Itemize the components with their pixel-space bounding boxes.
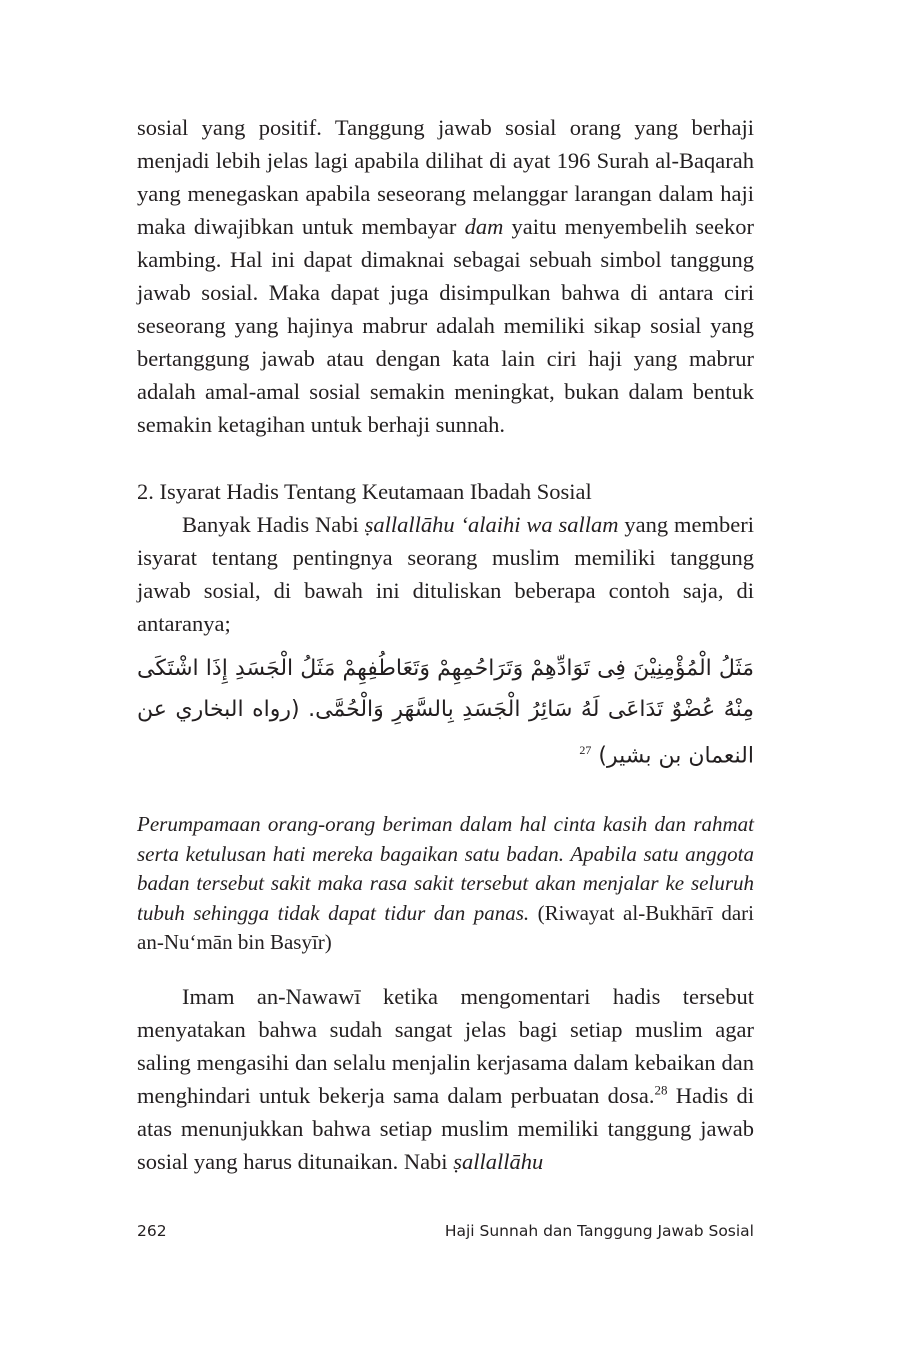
section-heading: 2. Isyarat Hadis Tentang Keutamaan Ibadah Sosial — [137, 479, 592, 504]
paragraph-hadith-intro — [137, 508, 754, 640]
italic-salutation: ṣallallāhu ‘alaihi wa sallam — [364, 512, 619, 537]
page-footer — [137, 1222, 754, 1240]
arabic-hadith — [137, 648, 754, 776]
paragraph-hadith-intro-start: Banyak Hadis Nabi — [182, 512, 365, 537]
page-number: 262 — [137, 1222, 167, 1240]
translation-text: Perumpamaan orang-orang beriman dalam hal cinta kasih dan rahmat serta ketulusan hati mereka bagaikan satu badan. Apabila satu anggota badan tersebut sakit maka rasa sakit tersebut akan menjalar ke seluruh tubuh sehingga tidak dapat tidur dan panas. — [137, 812, 754, 925]
paragraph-intro-end: yaitu menyembelih seekor kambing. Hal ini dapat dimaknai sebagai sebuah simbol tanggung jawab sosial. Maka dapat juga disimpulkan bahwa di antara ciri seseorang yang hajinya mabrur adalah memiliki sikap sosial yang bertanggung jawab atau dengan kata lain ciri haji yang mabrur adalah amal-amal sosial semakin meningkat, bukan dalam bentuk semakin ketagihan untuk berhaji sunnah. — [137, 214, 754, 437]
italic-salutation-end: ṣallallāhu — [453, 1148, 544, 1174]
paragraph-nawawi-text: Imam an-Nawawī ketika mengomentari hadis tersebut menyatakan bahwa sudah sangat jelas bagi setiap muslim agar saling mengasihi dan selalu menjalin kerjasama dalam kebaikan dan menghindari untuk bekerja sama dalam perbuatan dosa. — [137, 983, 754, 1108]
hadith-translation — [137, 810, 754, 958]
page-body — [137, 111, 754, 1178]
paragraph-nawawi-end: Hadis di atas menunjukkan bahwa setiap muslim memiliki tanggung jawab sosial yang harus ditunaikan. Nabi — [137, 1082, 755, 1174]
italic-term-dam: dam — [464, 214, 504, 239]
footnote-marker-27: 27 — [579, 743, 592, 757]
paragraph-hadith-intro-end: yang memberi isyarat tentang pentingnya seorang muslim memiliki tanggung jawab sosial, di bawah ini dituliskan beberapa contoh saja, di antaranya; — [137, 512, 754, 636]
running-title: Haji Sunnah dan Tanggung Jawab Sosial — [444, 1222, 754, 1240]
paragraph-nawawi — [137, 980, 754, 1178]
paragraph-intro — [137, 111, 754, 441]
arabic-hadith-text: مَثَلُ الْمُؤْمِنِيْنَ فِى تَوَادِّهِمْ وَتَرَاحُمِهِمْ وَتَعَاطُفِهِمْ مَثَلُ الْجَسَدِ إِذَا اشْتَكَى مِنْهُ عُضْوٌ تَدَاعَى لَهُ سَائِرُ الْجَسَدِ بِالسَّهَرِ وَالْحُمَّى. (رواه البخاري عن النعمان بن بشير) — [137, 656, 754, 769]
paragraph-intro-text: sosial yang positif. Tanggung jawab sosial orang yang berhaji menjadi lebih jelas lagi apabila dilihat di ayat 196 Surah al-Baqarah yang menegaskan apabila seseorang melanggar larangan dalam haji maka diwajibkan untuk membayar — [137, 115, 754, 239]
translation-source: (Riwayat al-Bukhārī dari an-Nu‘mān bin Basyīr) — [137, 900, 754, 955]
footnote-marker-28: 28 — [654, 1082, 668, 1098]
